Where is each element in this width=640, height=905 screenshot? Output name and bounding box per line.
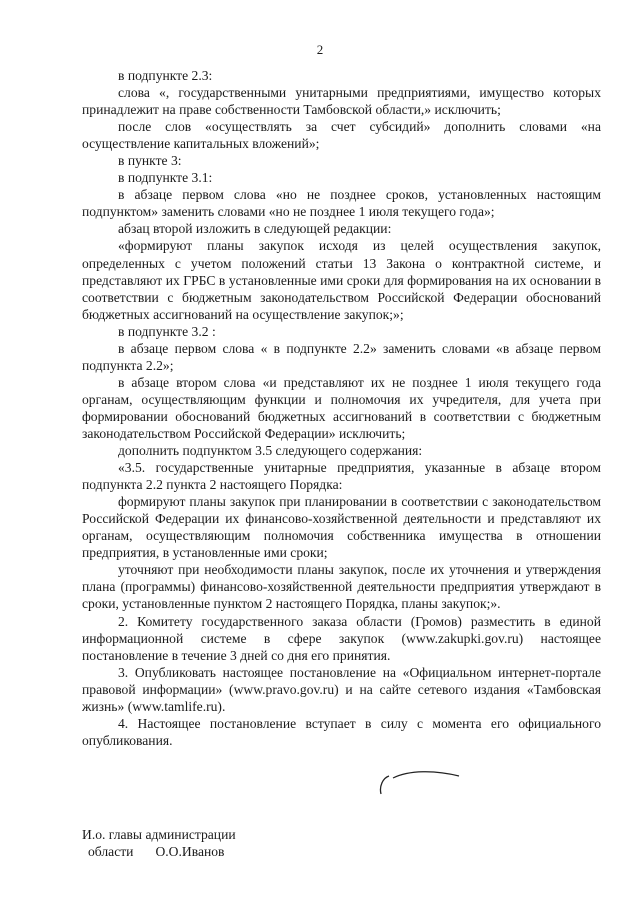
paragraph-1: в подпункте 2.3: (118, 68, 213, 83)
document-body (82, 67, 601, 749)
page-number: 2 (316, 42, 324, 57)
signatory-title: И.о. главы администрации (82, 827, 236, 842)
paragraph-4: в пункте 3: (118, 153, 182, 169)
paragraph-9: в подпункте 3.2 : (118, 323, 216, 339)
paragraph-16: 2. Комитету государственного заказа области (Громов) разместить в единой информационной системе в сфере закупок (www.zakupki.gov.ru) настоящее постановление в течение 3 дней со дня его принятия. (82, 613, 601, 663)
signatory-name: О.О.Иванов (155, 844, 225, 859)
paragraph-18: 4. Настоящее постановление вступает в силу с момента его официального опубликования. (82, 715, 601, 748)
paragraph-13: «3.5. государственные унитарные предприятия, указанные в абзаце втором подпункта 2.2 пункта 2 настоящего Порядка: (82, 460, 601, 493)
paragraph-17: 3. Опубликовать настоящее постановление на «Официальном интернет-портале правовой информации» (www.pravo.gov.ru) и на сайте сетевого издания «Тамбовская жизнь» (www.tamlife.ru). (82, 664, 601, 714)
paragraph-14: формируют планы закупок при планировании в соответствии с законодательством Российской Федерации их финансово-хозяйственной деятельности и представляют их органам, осуществляющим полномочия собственника имущества в отношении предприятия, в установленные ими сроки; (82, 494, 601, 561)
paragraph-11: в абзаце втором слова «и представляют их не позднее 1 июля текущего года органам, осуществляющим функции и полномочия их учредителя, для учета при формировании обоснований бюджетных ассигнований в соответствии с бюджетным законодательством Российской Федерации» исключить; (82, 374, 601, 441)
paragraph-6: в абзаце первом слова «но не позднее сроков, установленных настоящим подпунктом» заменить словами «но не позднее 1 июля текущего года»; (82, 187, 601, 220)
paragraph-15: уточняют при необходимости планы закупок, после их уточнения и утверждения плана (программы) финансово-хозяйственной деятельности предприятия утверждают в сроки, установленные пунктом 2 настоящего Порядка, планы закупок;». (82, 562, 601, 612)
paragraph-3: после слов «осуществлять за счет субсидий» дополнить словами «на осуществление капитальных вложений»; (82, 119, 601, 152)
signature-block (82, 826, 236, 860)
paragraph-8: «формируют планы закупок исходя из целей осуществления закупок, определенных с учетом положений статьи 13 Закона о контрактной системе, и представляют их ГРБС в установленные ими сроки для формирования на их основании в соответствии с бюджетным законодательством Российской Федерации обоснований бюджетных ассигнований на осуществление закупок;»; (82, 238, 601, 322)
paragraph-2: слова «, государственными унитарными предприятиями, имущество которых принадлежит на праве собственности Тамбовской области,» исключить; (82, 85, 601, 118)
paragraph-5: в подпункте 3.1: (118, 170, 213, 186)
paragraph-7: абзац второй изложить в следующей редакции: (118, 221, 392, 237)
paragraph-12: дополнить подпунктом 3.5 следующего содержания: (118, 443, 423, 459)
handwritten-signature (375, 768, 465, 798)
signatory-line (82, 843, 236, 860)
signatory-region: области (88, 844, 134, 859)
paragraph-10: в абзаце первом слова « в подпункте 2.2» заменить словами «в абзаце первом подпункта 2.2»; (82, 340, 601, 373)
